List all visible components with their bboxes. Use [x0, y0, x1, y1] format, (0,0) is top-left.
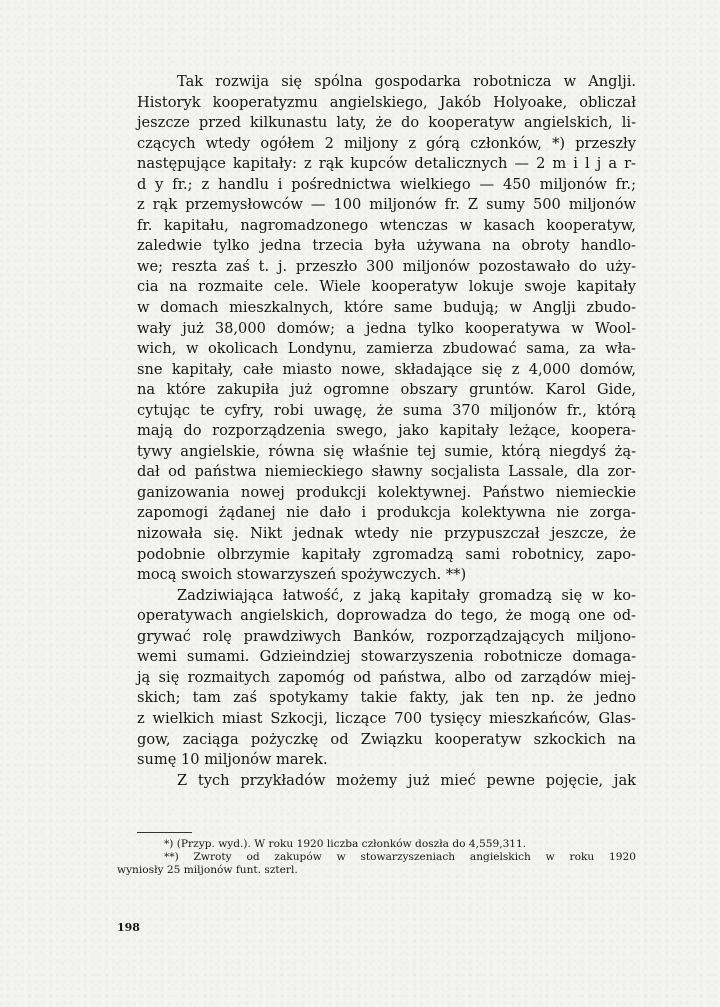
text-line: czących wtedy ogółem 2 miljony z górą członków, *) przeszły	[137, 134, 636, 152]
text-line: z wielkich miast Szkocji, liczące 700 tysięcy mieszkańców, Glas-	[137, 709, 636, 727]
text-line: Zadziwiająca łatwość, z jaką kapitały gromadzą się w ko-	[177, 586, 636, 604]
text-line: nizowała się. Nikt jednak wtedy nie przypuszczał jeszcze, że	[137, 525, 636, 543]
text-line: sne kapitały, całe miasto nowe, składające się z 4,000 domów,	[137, 360, 636, 378]
text-line: skich; tam zaś spotykamy takie fakty, jak ten np. że jedno	[137, 689, 636, 707]
text-line: jeszcze przed kilkunastu laty, że do kooperatyw angielskich, li-	[137, 114, 636, 132]
text-line: sumę 10 miljonów marek.	[137, 751, 328, 769]
text-line: zaledwie tylko jedna trzecia była używana na obroty handlo-	[137, 237, 636, 255]
text-line: następujące kapitały: z rąk kupców detalicznych — 2 m i l j a r-	[137, 155, 636, 173]
text-line: dał od państwa niemieckiego sławny socjalista Lassale, dla zor-	[137, 463, 636, 481]
footnote-line: *) (Przyp. wyd.). W roku 1920 liczba członków doszła do 4,559,311.	[164, 838, 527, 850]
text-line: podobnie olbrzymie kapitały zgromadzą sami robotnicy, zapo-	[137, 545, 636, 563]
text-line: grywać rolę prawdziwych Banków, rozporządzających miljono-	[137, 627, 636, 645]
text-line: mają do rozporządzenia swego, jako kapitały leżące, koopera-	[137, 422, 636, 440]
text-line: we; reszta zaś t. j. przeszło 300 miljonów pozostawało do uży-	[137, 257, 636, 275]
text-line: Z tych przykładów możemy już mieć pewne pojęcie, jak	[177, 771, 636, 789]
text-line: ją się rozmaitych zapomóg od państwa, albo od zarządów miej-	[137, 668, 636, 686]
text-line: zapomogi żądanej nie dało i produkcja kolektywna nie zorga-	[137, 504, 636, 522]
text-line: w domach mieszkalnych, które same budują; w Anglji zbudo-	[137, 299, 636, 317]
text-line: wich, w okolicach Londynu, zamierza zbudować sama, za wła-	[137, 340, 636, 358]
text-line: cia na rozmaite cele. Wiele kooperatyw lokuje swoje kapitały	[137, 278, 636, 296]
text-line: wemi sumami. Gdzieindziej stowarzyszenia robotnicze domaga-	[137, 648, 636, 666]
page-number: 198	[117, 921, 140, 934]
text-line: d y fr.; z handlu i pośrednictwa wielkiego — 450 miljonów fr.;	[137, 175, 636, 193]
footnotes	[117, 838, 636, 877]
footnote-line: wyniosły 25 miljonów funt. szterl.	[117, 864, 298, 876]
text-line: z rąk przemysłowców — 100 miljonów fr. Z sumy 500 miljonów	[137, 196, 636, 214]
main-text	[137, 72, 636, 791]
text-line: wały już 38,000 domów; a jedna tylko kooperatywa w Wool-	[137, 319, 636, 337]
text-line: tywy angielskie, równa się właśnie tej sumie, którą niegdyś żą-	[137, 442, 636, 460]
text-line: Historyk kooperatyzmu angielskiego, Jakób Holyoake, obliczał	[137, 93, 636, 111]
text-line: cytując te cyfry, robi uwagę, że suma 370 miljonów fr., którą	[137, 401, 636, 419]
text-line: fr. kapitału, nagromadzonego wtenczas w kasach kooperatyw,	[137, 216, 636, 234]
text-line: mocą swoich stowarzyszeń spożywczych. **)	[137, 566, 467, 584]
text-line: gow, zaciąga pożyczkę od Związku kooperatyw szkockich na	[137, 730, 636, 748]
footnote-divider	[137, 832, 192, 833]
text-line: Tak rozwija się spólna gospodarka robotnicza w Anglji.	[177, 73, 636, 90]
text-line: ganizowania nowej produkcji kolektywnej. Państwo niemieckie	[137, 483, 636, 501]
text-line: operatywach angielskich, doprowadza do tego, że mogą one od-	[137, 607, 636, 625]
footnote-line: **) Zwroty od zakupów w stowarzyszeniach angielskich w roku 1920	[164, 851, 636, 863]
text-line: na które zakupiła już ogromne obszary gruntów. Karol Gide,	[137, 381, 636, 399]
